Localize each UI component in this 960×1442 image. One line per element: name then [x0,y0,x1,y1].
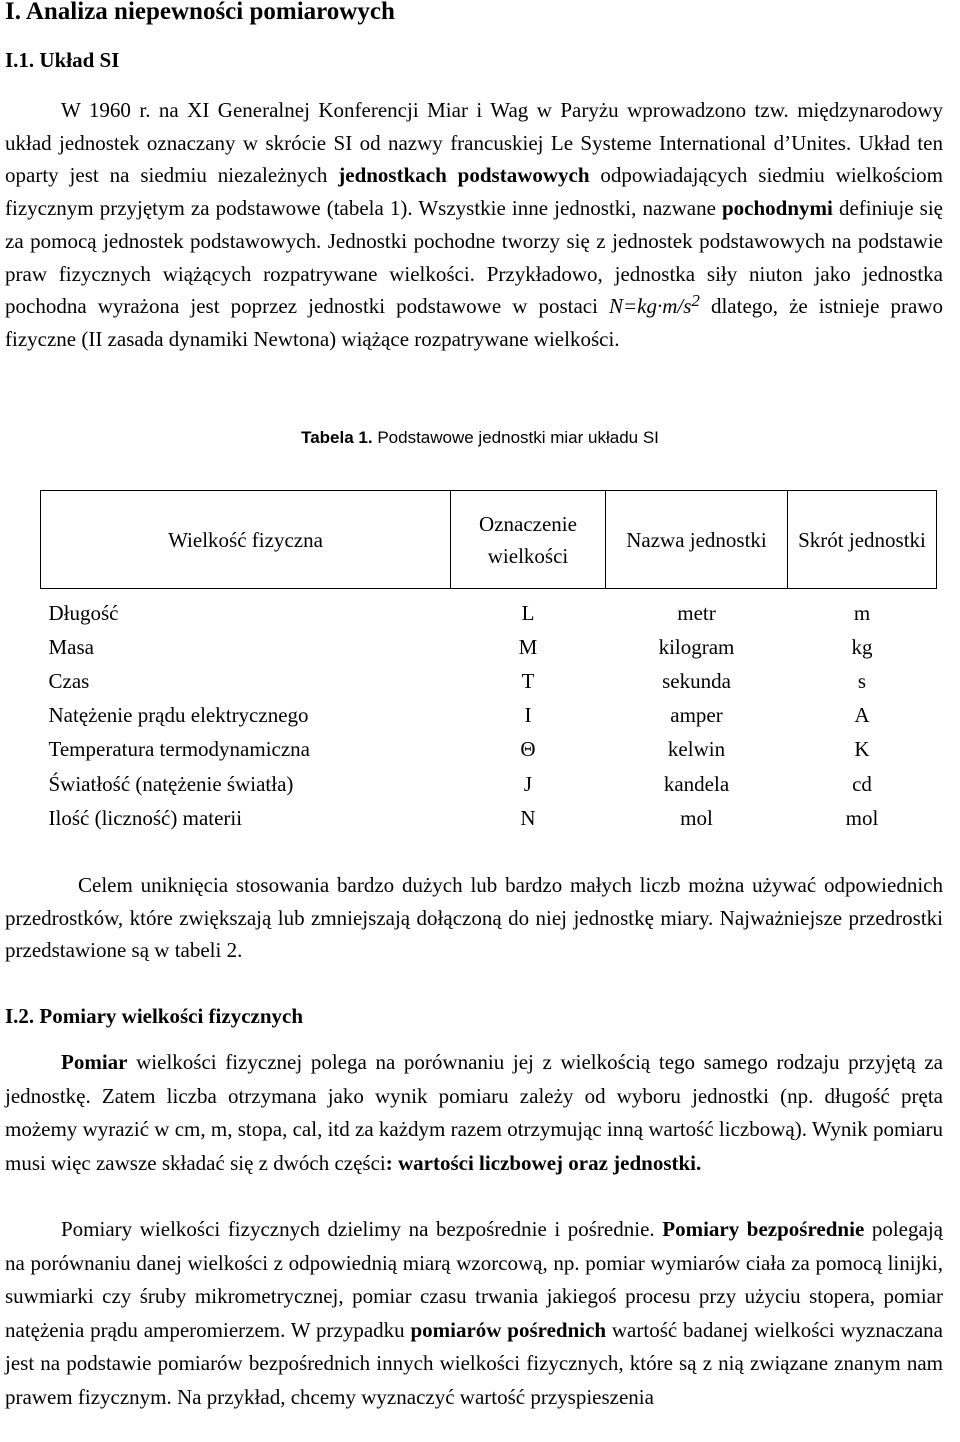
cell-symbol: L [521,600,535,625]
cell-abbrev: cd [852,771,872,796]
table-row [41,733,937,767]
cell-abbrev: A [854,703,870,728]
cell-quantity: Masa [48,634,94,659]
cell-symbol: I [524,703,532,728]
header-symbol: Oznaczenie wielkości [451,491,606,589]
cell-unit: mol [680,805,713,830]
cell-unit: kilogram [658,634,735,659]
section-heading-si: I.1. Układ SI [5,48,120,72]
table-row [41,664,937,698]
header-unit-name: Nazwa jednostki [606,491,788,589]
cell-symbol: J [523,771,533,796]
cell-unit: metr [677,600,716,625]
si-units-table [40,490,937,835]
table-row [41,630,937,664]
cell-quantity: Długość [48,600,119,625]
main-heading: I. Analiza niepewności pomiarowych [5,0,395,25]
section-heading-measurements: I.2. Pomiary wielkości fizycznych [5,1004,304,1028]
table-row [41,699,937,733]
cell-unit: amper [670,703,723,728]
cell-quantity: Czas [48,668,90,693]
cell-unit: kandela [663,771,730,796]
bold-term-derived: pochodnymi [722,196,833,221]
table-row [41,767,937,801]
newton-formula: $N=kg\cdot m/s^2$ [608,291,700,319]
header-quantity: Wielkość fizyczna [41,491,451,589]
bold-term-direct: Pomiary bezpośrednie [662,1217,865,1241]
paragraph-prefixes: Celem uniknięcia stosowania bardzo dużych lub bardzo małych liczb można używać odpowiednich przedrostków, które zwiększają lub zmniejszają dołączoną do niej jednostkę miary. Najważniejsze przedrostki przedstawione są w tabeli 2. [5,873,943,963]
paragraph-direct-indirect: Pomiary wielkości fizycznych dzielimy na bezpośrednie i pośrednie. Pomiary bezpośrednie polegają na porównaniu danej wielkości z odpowiednią miarą wzorcową, np. pomiar wymiarów ciała za pomocą linijki, suwmiarki czy śruby mikrometrycznej, pomiar czasu trwania jakiegoś procesu przy użyciu stopera, pomiar natężenia prądu amperomierzem. W przypadku pomiarów pośrednich wartość badanej wielkości wyznaczana jest na podstawie pomiarów bezpośrednich innych wielkości fizycznych, które są z nią związane znanym nam prawem fizycznym. Na przykład, chcemy wyznaczyć wartość przyspieszenia [5,1217,943,1409]
table-row [41,596,937,630]
cell-abbrev: m [853,600,871,625]
bold-term-base-units: jednostkach podstawowych [338,163,590,188]
cell-symbol: T [521,668,535,693]
cell-symbol: M [518,634,538,659]
bold-term-result-parts: : wartości liczbowej oraz jednostki. [385,1150,702,1175]
cell-abbrev: K [854,737,870,762]
cell-quantity: Światłość (natężenie światła) [48,771,294,796]
cell-symbol: N [520,805,536,830]
paragraph-si-intro: W 1960 r. na XI Generalnej Konferencji Miar i Wag w Paryżu wprowadzono tzw. międzynarodowy układ jednostek oznaczany w skrócie SI od nazwy francuskiej Le Systeme International d’Unites. Układ ten oparty jest na siedmiu niezależnych jednostkach podstawowych odpowiadających siedmiu wielkościom fizycznym przyjętym za podstawowe (tabela 1). Wszystkie inne jednostki, nazwane pochodnymi definiuje się za pomocą jednostek podstawowych. Jednostki pochodne tworzy się z jednostek podstawowych na podstawie praw fizycznych wiążących rozpatrywane wielkości. Przykładowo, jednostka siły niuton jako jednostka pochodna wyrażona jest poprzez jednostki podstawowe w postaci $N=kg\cdot m/s^2$ dlatego, że istnieje prawo fizyczne (II zasada dynamiki Newtona) wiążące rozpatrywane wielkości. [5,98,943,351]
paragraph-measurement-definition: Pomiar wielkości fizycznej polega na porównaniu jej z wielkością tego samego rodzaju przyjętą za jednostkę. Zatem liczba otrzymana jako wynik pomiaru zależy od wyboru jednostki (np. długość pręta możemy wyrazić w cm, m, stopa, cal, itd za każdym razem otrzymując inną wartość liczbową). Wynik pomiaru musi więc zawsze składać się z dwóch części: wartości liczbowej oraz jednostki. [5,1050,943,1175]
cell-abbrev: s [857,668,867,693]
table-row [41,801,937,835]
cell-quantity: Temperatura termodynamiczna [48,737,310,762]
cell-symbol: Θ [520,737,536,762]
table-caption: Tabela 1. Podstawowe jednostki miar układu SI [301,428,659,447]
bold-term-measurement: Pomiar [61,1050,128,1074]
cell-quantity: Natężenie prądu elektrycznego [48,703,309,728]
cell-abbrev: kg [851,634,873,659]
header-unit-abbrev: Skrót jednostki [788,491,937,589]
cell-unit: sekunda [662,668,731,693]
cell-abbrev: mol [845,805,879,830]
table-header-row [41,491,937,589]
cell-quantity: Ilość (liczność) materii [48,805,243,830]
cell-unit: kelwin [667,737,726,762]
bold-term-indirect: pomiarów pośrednich [410,1317,607,1342]
